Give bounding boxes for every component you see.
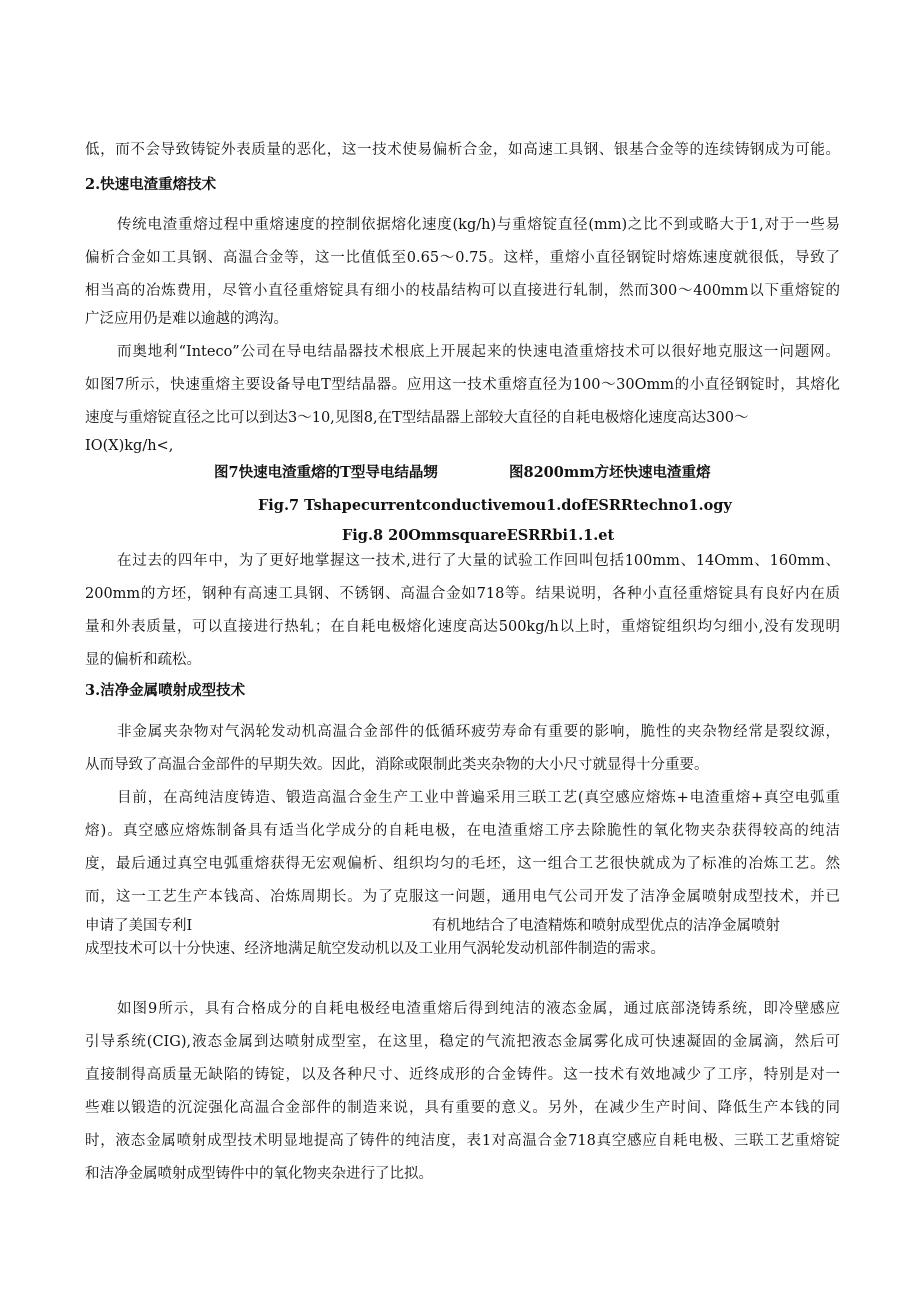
figure-caption: 图8200mm方坯快速电渣重熔 [509,464,711,481]
text-line: 熔)。真空感应熔炼制备具有适当化学成分的自耗电极，在电渣重熔工序去除脆性的氧化物夹杂获得较高的纯洁 [85,823,840,839]
text-line: 申请了美国专利I [85,918,193,934]
text-line: IO(X)kg/h<, [85,438,174,454]
text-line: 目前，在高纯洁度铸造、锻造高温合金生产工业中普遍采用三联工艺(真空感应熔炼+电渣重熔+真空电弧重 [117,790,840,806]
text-line: 200mm的方坯，钢种有高速工具钢、不锈钢、高温合金如718等。结果说明，各种小直径重熔锭具有良好内在质 [85,586,840,602]
figure-caption: Fig.8 20OmmsquareESRRbi1.1.et [342,527,615,544]
text-line: 和洁净金属喷射成型铸件中的氧化物夹杂进行了比拟。 [85,1166,433,1182]
section-heading: 3.洁净金属喷射成型技术 [85,682,246,699]
text-line: 如图9所示，具有合格成分的自耗电极经电渣重熔后得到纯洁的液态金属，通过底部浇铸系统，即冷壁感应 [117,1001,840,1017]
text-line: 低，而不会导致铸锭外表质量的恶化，这一技术使易偏析合金，如高速工具钢、银基合金等的连续铸钢成为可能。 [85,142,840,158]
text-line: 成型技术可以十分快速、经济地满足航空发动机以及工业用气涡轮发动机部件制造的需求。 [85,941,665,957]
text-line: 度，最后通过真空电弧重熔获得无宏观偏析、组织均匀的毛坯，这一组合工艺很快就成为了标准的冶炼工艺。然 [85,856,840,872]
section-heading: 2.快速电渣重熔技术 [85,176,217,193]
text-line: 直接制得高质量无缺陷的铸锭，以及各种尺寸、近终成形的合金铸件。这一技术有效地减少了工序，特别是对一 [85,1067,840,1083]
text-line: 时，液态金属喷射成型技术明显地提高了铸件的纯洁度，表1对高温合金718真空感应自耗电极、三联工艺重熔锭 [85,1133,840,1149]
text-line: 量和外表质量，可以直接进行热轧；在自耗电极熔化速度高达500kg/h以上时，重熔锭组织均匀细小,没有发现明 [85,619,840,635]
figure-caption: Fig.7 Tshapecurrentconductivemou1.dofESRRtechno1.ogy [258,497,732,514]
text-line: 显的偏析和疏松。 [85,652,201,668]
text-line: 而奥地利“Inteco”公司在导电结晶器技术根底上开展起来的快速电渣重熔技术可以很好地克服这一问题网。 [117,344,840,360]
text-line: 广泛应用仍是难以逾越的鸿沟。 [85,311,288,327]
text-line: 引导系统(CIG),液态金属到达喷射成型室，在这里，稳定的气流把液态金属雾化成可快速凝固的金属滴，然后可 [85,1034,840,1050]
text-line: 而，这一工艺生产本钱高、冶炼周期长。为了克服这一问题，通用电气公司开发了洁净金属喷射成型技术，并已 [85,889,840,905]
text-line: 些难以锻造的沉淀强化高温合金部件的制造来说，具有重要的意义。另外，在减少生产时间、降低生产本钱的同 [85,1100,840,1116]
text-line: 偏析合金如工具钢、高温合金等，这一比值低至0.65～0.75。这样，重熔小直径钢锭时熔炼速度就很低，导致了 [85,250,840,266]
text-line: 在过去的四年中，为了更好地掌握这一技术,进行了大量的试验工作回叫包括100mm、14Omm、160mm、 [117,553,840,569]
text-line: 从而导致了高温合金部件的早期失效。因此，消除或限制此类夹杂物的大小尺寸就显得十分重要。 [85,757,709,773]
text-line: 如图7所示，快速重熔主要设备导电T型结晶器。应用这一技术重熔直径为100～30Omm的小直径钢锭时，其熔化 [85,377,840,393]
text-line: 有机地结合了电渣精炼和喷射成型优点的洁净金属喷射 [432,918,780,934]
text-line: 速度与重熔锭直径之比可以到达3～10,见图8,在T型结晶器上部较大直径的自耗电极熔化速度高达300～ [85,410,749,426]
text-line: 相当高的冶炼费用，尽管小直径重熔锭具有细小的枝晶结构可以直接进行轧制，然而300～400mm以下重熔锭的 [85,283,840,299]
text-line: 传统电渣重熔过程中重熔速度的控制依据熔化速度(kg/h)与重熔锭直径(mm)之比不到或略大于1,对于一些易 [117,217,840,233]
figure-caption: 图7快速电渣重熔的T型导电结晶甥 [214,464,438,481]
text-line: 非金属夹杂物对气涡轮发动机高温合金部件的低循环疲劳寿命有重要的影响，脆性的夹杂物经常是裂纹源， [117,724,840,740]
